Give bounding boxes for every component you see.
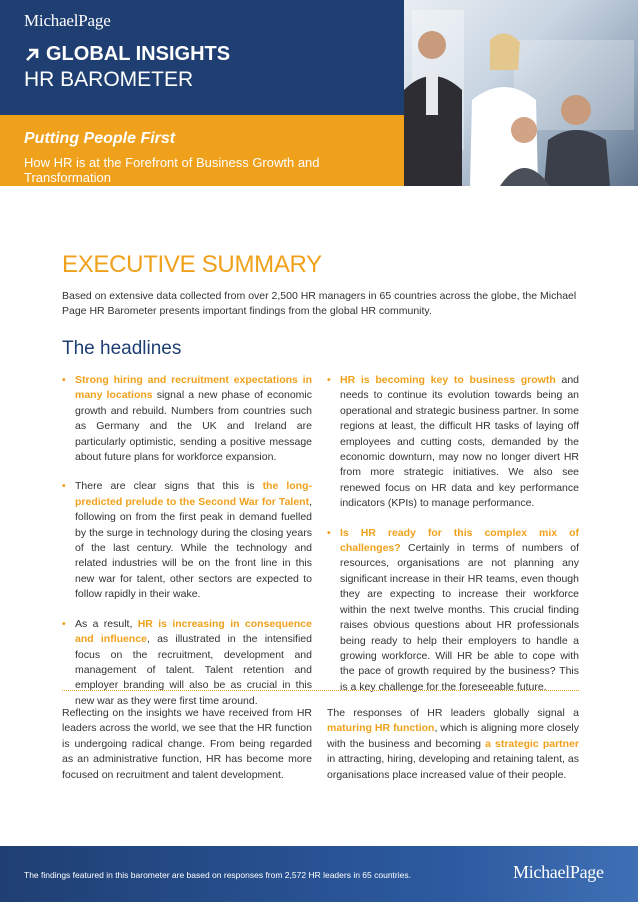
headline-text: and needs to continue its evolution towards being an operational and strategic business partner. In some regions at least, the difficult HR tasks of laying off employees and cutting costs, demanded by the economic downturn, may now no longer divert HR from more strategic initiatives. We also see renewed focus on HR data and key performance indicators (KPIs) to manage performance.: [340, 374, 580, 510]
headline-item: [62, 617, 312, 709]
conclusion-highlight: a strategic partner: [485, 737, 580, 750]
headline-item: [327, 373, 579, 512]
footer-brand-logo: MichaelPage: [513, 862, 604, 882]
bullet-icon: •: [327, 374, 331, 386]
headlines-right-column: [327, 373, 579, 709]
conclusion-text: in attracting, hiring, developing and retaining talent, as organisations place increased value of their people.: [327, 753, 579, 781]
series-title: [24, 43, 230, 66]
headline-text: Certainly in terms of numbers of resources, organisations are not planning any significant increase in their HR teams, even though they are expecting to increase their workforce within the next twelve months. This crucial finding raises obvious questions about HR professionals being ready to help their employers to handle a growing workforce. Will HR be able to cope with the pace of growth required by the business? This is a key challenge for the foreseeable future.: [340, 542, 579, 693]
arrow-up-right-icon: [24, 47, 40, 63]
headlines-title: The headlines: [62, 338, 182, 359]
bullet-icon: •: [327, 526, 331, 539]
headline-highlight: HR is increasing in consequence and influence: [75, 617, 312, 646]
subtitle: How HR is at the Forefront of Business Growth and Transformation: [24, 155, 320, 185]
header-photo: [404, 0, 638, 186]
bullet-icon: •: [62, 374, 66, 386]
page-footer: [0, 846, 638, 902]
bullet-icon: •: [62, 617, 66, 630]
page-header: [0, 0, 638, 186]
tagline: Putting People First: [24, 130, 176, 147]
headline-text: signal a new phase of economic growth and rebuild. Numbers from countries such as Germany and the UK and Ireland are particularly optimistic, sending a positive message about future plans for workforce expansion.: [75, 389, 312, 464]
report-title: HR BAROMETER: [24, 68, 194, 91]
header-tagline-panel: [0, 115, 404, 186]
headline-text: As a result,: [75, 617, 138, 630]
headline-highlight: the long-predicted prelude to the Second War for Talent: [75, 480, 313, 508]
conclusion-right: [327, 706, 579, 783]
conclusion-highlight: maturing HR function: [327, 722, 435, 735]
section-title: EXECUTIVE SUMMARY: [62, 251, 322, 278]
bullet-icon: •: [62, 480, 66, 493]
intro-paragraph: Based on extensive data collected from over 2,500 HR managers in 65 countries across the globe, the Michael Page HR Barometer presents important findings from the global HR community.: [62, 290, 577, 317]
section-divider: [62, 690, 579, 691]
headline-highlight: Strong hiring and recruitment expectations in many locations: [75, 374, 312, 402]
business-team-photo: [404, 0, 638, 186]
headline-text: , as illustrated in the intensified focus on the recruitment, development and management of talent. Talent retention and employer branding will also be as crucial in this new war as they were first time around.: [75, 633, 312, 707]
brand-logo: MichaelPage: [24, 11, 111, 30]
headline-highlight: HR is becoming key to business growth: [340, 374, 556, 386]
header-title-panel: [0, 0, 404, 115]
headline-item: [327, 526, 579, 695]
conclusion-left: Reflecting on the insights we have received from HR leaders across the world, we see that the HR function is undergoing radical change. From being regarded as an administrative function, HR has become more focused on recruitment and talent development.: [62, 707, 312, 781]
headline-item: [62, 479, 312, 602]
headlines-left-column: [62, 373, 312, 723]
headline-item: [62, 373, 312, 465]
headline-text: , following on from the first peak in demand fuelled by the surge in technology during the closing years of the last century. While the technology and related industries will be on the front line in this new war for talent, other sectors are expected to follow rapidly in their wake.: [75, 495, 312, 601]
series-label: GLOBAL INSIGHTS: [46, 43, 231, 65]
conclusion-text: , which is aligning more closely with the business and becoming: [327, 722, 579, 750]
footer-note: The findings featured in this barometer are based on responses from 2,572 HR leaders in 65 countries.: [24, 870, 411, 880]
headline-text: There are clear signs that this is: [75, 480, 263, 493]
conclusion-text: The responses of HR leaders globally signal a: [327, 707, 579, 719]
headline-highlight: Is HR ready for this complex mix of challenges?: [340, 526, 579, 555]
